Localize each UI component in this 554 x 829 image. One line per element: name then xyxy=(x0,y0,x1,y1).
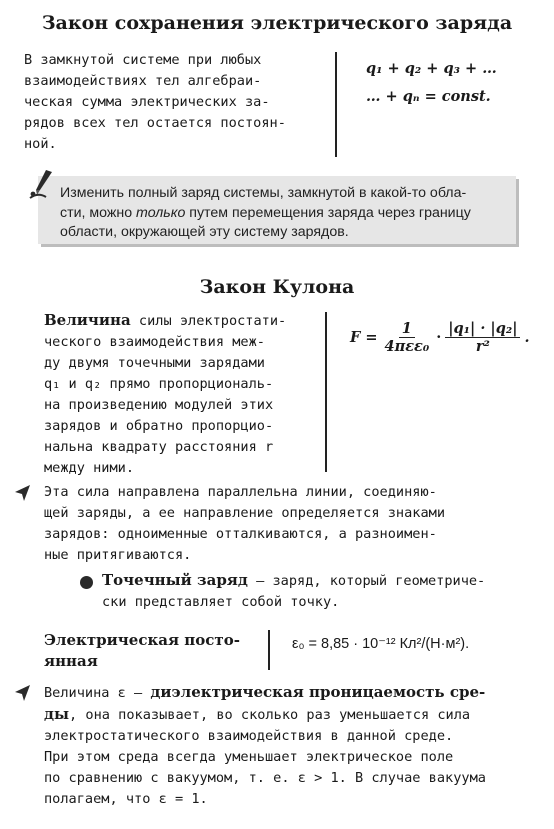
formula-lhs: F = xyxy=(350,329,378,346)
direction-text xyxy=(44,482,518,566)
note-text xyxy=(60,184,512,243)
fraction-numerator: |q₁| · |q₂| xyxy=(445,320,520,338)
text-line: Эта сила направлена параллельна линии, соединяю- xyxy=(44,484,437,500)
conservation-formula-line2: … + qₙ = const. xyxy=(366,88,491,105)
pointer-arrow-icon xyxy=(14,684,32,706)
text-line xyxy=(102,570,522,592)
point-charge-definition xyxy=(102,570,522,613)
divider-line xyxy=(335,52,337,157)
bullet-icon xyxy=(80,576,93,589)
fraction-denominator: 4πεε₀ xyxy=(384,338,430,355)
formula-fraction-1 xyxy=(382,320,433,355)
formula-fraction-2 xyxy=(445,320,520,355)
text-line: ческого взаимодействия меж- xyxy=(44,334,265,350)
term-bold: Точечный заряд xyxy=(102,571,248,589)
note-emphasis: только xyxy=(136,204,186,221)
section-title-coulomb-law: Закон Кулона xyxy=(199,276,355,298)
electric-constant-value: ε₀ = 8,85 · 10⁻¹² Кл²/(Н·м²). xyxy=(292,636,470,652)
note-line: области, окружающей эту систему зарядов. xyxy=(60,224,349,240)
text-line xyxy=(44,704,520,726)
text-line: ски представляет собой точку. xyxy=(102,594,340,610)
text-line: ческая сумма электрических за- xyxy=(24,94,270,110)
divider-line xyxy=(325,312,327,472)
text-line xyxy=(44,310,314,332)
term-bold: диэлектрическая проницаемость сре- xyxy=(150,683,486,701)
pen-exclamation-icon xyxy=(28,168,58,200)
charge-conservation-text xyxy=(24,50,314,155)
text-line: В замкнутой системе при любых xyxy=(24,52,262,68)
text-fragment: силы электростати- xyxy=(130,313,287,329)
lead-bold: Величина xyxy=(44,311,131,329)
note-line xyxy=(60,204,512,224)
text-line: рядов всех тел остается постоян- xyxy=(24,115,286,131)
text-fragment: Величина ε — xyxy=(44,685,151,701)
fraction-denominator: r² xyxy=(475,338,490,355)
text-line: ду двумя точечными зарядами xyxy=(44,355,265,371)
formula-period: . xyxy=(524,329,530,346)
section-title-charge-conservation: Закон сохранения электрического заряда xyxy=(41,12,513,34)
text-line: взаимодействиях тел алгебраи- xyxy=(24,73,262,89)
text-line: q₁ и q₂ прямо пропорциональ- xyxy=(44,376,274,392)
text-line: на произведению модулей этих xyxy=(44,397,274,413)
label-line: янная xyxy=(44,652,98,670)
text-line: нальна квадрату расстояния r xyxy=(44,439,274,455)
text-line: При этом среда всегда уменьшает электрическое поле xyxy=(44,749,454,765)
note-fragment: сти, можно xyxy=(60,204,137,221)
electric-constant-label xyxy=(44,630,240,672)
text-fragment: , она показывает, во сколько раз уменьшается сила xyxy=(69,707,471,723)
text-line: зарядов и обратно пропорцио- xyxy=(44,418,274,434)
text-line: ные притягиваются. xyxy=(44,547,192,563)
term-bold: ды xyxy=(44,705,70,723)
note-line: Изменить полный заряд системы, замкнутой в какой-то обла- xyxy=(60,185,467,201)
multiply-dot: · xyxy=(436,329,442,346)
label-line: Электрическая посто- xyxy=(44,631,240,649)
text-line: зарядов: одноименные отталкиваются, а разноимен- xyxy=(44,526,437,542)
text-line: ной. xyxy=(24,136,57,152)
divider-line xyxy=(268,630,270,670)
permittivity-text xyxy=(44,682,520,810)
note-fragment: путем перемещения заряда через границу xyxy=(185,204,471,221)
text-line: по сравнению с вакуумом, т. е. ε > 1. В случае вакуума xyxy=(44,770,486,786)
text-line: электростатического взаимодействия в данной среде. xyxy=(44,728,454,744)
coulomb-formula xyxy=(350,320,530,355)
text-line: между ними. xyxy=(44,460,135,476)
text-line: полагаем, что ε = 1. xyxy=(44,791,208,807)
conservation-formula-line1: q₁ + q₂ + q₃ + … xyxy=(366,60,497,77)
pointer-arrow-icon xyxy=(14,484,32,506)
text-fragment: — заряд, который геометриче- xyxy=(247,573,486,589)
text-line: щей заряды, а ее направление определяется знаками xyxy=(44,505,446,521)
coulomb-text xyxy=(44,310,314,479)
text-line xyxy=(44,682,520,704)
fraction-numerator: 1 xyxy=(399,320,415,338)
